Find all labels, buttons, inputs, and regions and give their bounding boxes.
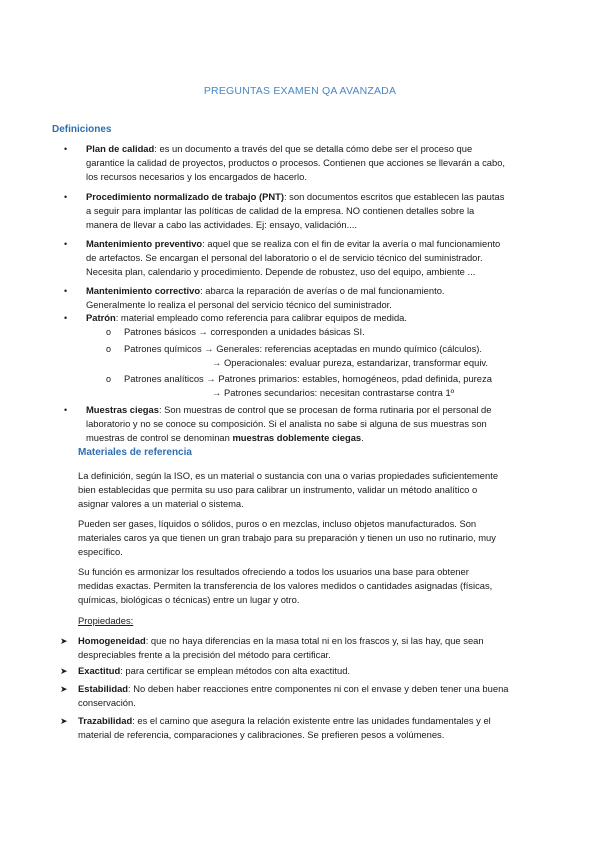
prop-homogeneidad: Homogeneidad: que no haya diferencias en la masa total ni en los frascos y, si las hay, que sean <box>78 635 484 646</box>
def-patron: Patrón: material empleado como referencia para calibrar equipos de medida. <box>86 312 408 323</box>
arrow-bullet-icon: ➤ <box>60 666 68 676</box>
propiedades-heading: Propiedades: <box>78 615 134 626</box>
term-patron: Patrón <box>86 312 116 323</box>
term-pnt: Procedimiento normalizado de trabajo (PNT) <box>86 191 284 202</box>
def-pnt-l2: a seguir para implantar las políticas de calidad de la empresa. NO contienen detalles sobre la <box>86 205 475 216</box>
page-title: PREGUNTAS EXAMEN QA AVANZADA <box>203 85 397 97</box>
mat-p2-l1: Pueden ser gases, líquidos o sólidos, puros o en mezclas, incluso objetos manufacturados. Son <box>78 518 477 529</box>
mat-p1-l1: La definición, según la ISO, es un material o sustancia con una o varias propiedades suficientemente <box>78 470 499 481</box>
prop-traz-l2: material de referencia, comparaciones y calibraciones. Se prefieren pesos a volúmenes. <box>78 729 445 740</box>
term-trazabilidad: Trazabilidad <box>78 715 133 726</box>
mat-p3-l1: Su función es armonizar los resultados ofreciendo a todos los usuarios una base para obtener <box>78 566 469 577</box>
arrow-bullet-icon: ➤ <box>60 636 68 646</box>
heading-definiciones: Definiciones <box>52 124 112 135</box>
patrones-analiticos-secundarios: → Patrones secundarios: necesitan contrastarse contra 1º <box>212 387 455 398</box>
bullet-icon: • <box>64 313 68 323</box>
def-ciegas-l3: muestras de control se denominan muestras doblemente ciegas. <box>86 432 364 443</box>
mat-p2-l2: materiales caros ya que tienen un gran trabajo para su preparación y tienen un uso no rutinario, muy <box>78 532 496 543</box>
patrones-quimicos-operacionales: → Operacionales: evaluar pureza, estandarizar, transformar equiv. <box>212 357 489 368</box>
arrow-bullet-icon: ➤ <box>60 684 68 694</box>
term-plan-calidad: Plan de calidad <box>86 143 155 154</box>
mat-p3-l3: químicas, biológicas o técnicas) entre un lugar y otro. <box>78 594 300 605</box>
heading-materiales-referencia: Materiales de referencia <box>78 447 192 458</box>
mat-p3-l2: medidas exactas. Permiten la transferencia de los valores medidos o cantidades asignadas (físicas, <box>78 580 493 591</box>
bullet-icon: • <box>64 405 68 415</box>
def-ciegas-l2: laboratorio y no se conoce su composición. Si el analista no sabe si alguna de sus muestras son <box>86 418 487 429</box>
circle-bullet-icon: o <box>106 327 112 337</box>
bullet-icon: • <box>64 286 68 296</box>
term-doblemente-ciegas: muestras doblemente ciegas <box>232 432 362 443</box>
circle-bullet-icon: o <box>106 344 112 354</box>
patrones-basicos: Patrones básicos → corresponden a unidades básicas SI. <box>124 326 365 337</box>
prop-trazabilidad: Trazabilidad: es el camino que asegura la relación existente entre las unidades fundamentales y el <box>78 715 491 726</box>
def-mant-preventivo: Mantenimiento preventivo: aquel que se realiza con el fin de evitar la avería o mal funcionamiento <box>86 238 501 249</box>
def-pnt: Procedimiento normalizado de trabajo (PNT): son documentos escritos que establecen las pautas <box>86 191 505 202</box>
term-estabilidad: Estabilidad <box>78 683 129 694</box>
def-plan-calidad: Plan de calidad: es un documento a través del que se detalla cómo debe ser el proceso que <box>86 143 473 154</box>
def-mprev-l3: Necesita plan, calendario y procedimiento. Depende de robustez, uso del equipo, ambiente ... <box>86 266 476 277</box>
arrow-bullet-icon: ➤ <box>60 716 68 726</box>
prop-esta-l2: conservación. <box>78 697 136 708</box>
prop-exactitud: Exactitud: para certificar se emplean métodos con alta exactitud. <box>78 665 351 676</box>
def-mprev-l2: de artefactos. Se encargan el personal del laboratorio o el de servicio técnico del suministrador. <box>86 252 483 263</box>
bullet-icon: • <box>64 144 68 154</box>
def-mcorr-l2: Generalmente lo realiza el personal del servicio técnico del suministrador. <box>86 299 392 310</box>
term-muestras-ciegas: Muestras ciegas <box>86 404 159 415</box>
patrones-quimicos: Patrones químicos → Generales: referencias aceptadas en mundo químico (cálculos). <box>124 343 482 354</box>
mat-p2-l3: específico. <box>78 546 123 557</box>
def-plan-l3: los recursos necesarios y los encargados de hacerlo. <box>86 171 307 182</box>
term-exactitud: Exactitud <box>78 665 121 676</box>
bullet-icon: • <box>64 239 68 249</box>
term-homogeneidad: Homogeneidad <box>78 635 146 646</box>
prop-estabilidad: Estabilidad: No deben haber reacciones entre componentes ni con el envase y deben tener una buena <box>78 683 509 694</box>
term-mant-correctivo: Mantenimiento correctivo <box>86 285 201 296</box>
circle-bullet-icon: o <box>106 374 112 384</box>
def-pnt-l3: manera de llevar a cabo las actividades. Ej: ensayo, validación.... <box>86 219 357 230</box>
mat-p1-l3: asignar valores a un material o sistema. <box>78 498 244 509</box>
def-mant-correctivo: Mantenimiento correctivo: abarca la reparación de averías o de mal funcionamiento. <box>86 285 445 296</box>
prop-homo-l2: despreciables frente a la precisión del método para certificar. <box>78 649 331 660</box>
bullet-icon: • <box>64 192 68 202</box>
def-muestras-ciegas: Muestras ciegas: Son muestras de control que se procesan de forma rutinaria por el personal de <box>86 404 492 415</box>
term-mant-preventivo: Mantenimiento preventivo <box>86 238 203 249</box>
mat-p1-l2: bien establecidas que permita su uso para calibrar un instrumento, validar un método analítico o <box>78 484 478 495</box>
def-plan-l2: garantice la calidad de proyectos, productos o procesos. Contienen que acciones se llevarán a cabo, <box>86 157 506 168</box>
patrones-analiticos: Patrones analíticos → Patrones primarios: estables, homogéneos, pdad definida, pureza <box>124 373 492 384</box>
